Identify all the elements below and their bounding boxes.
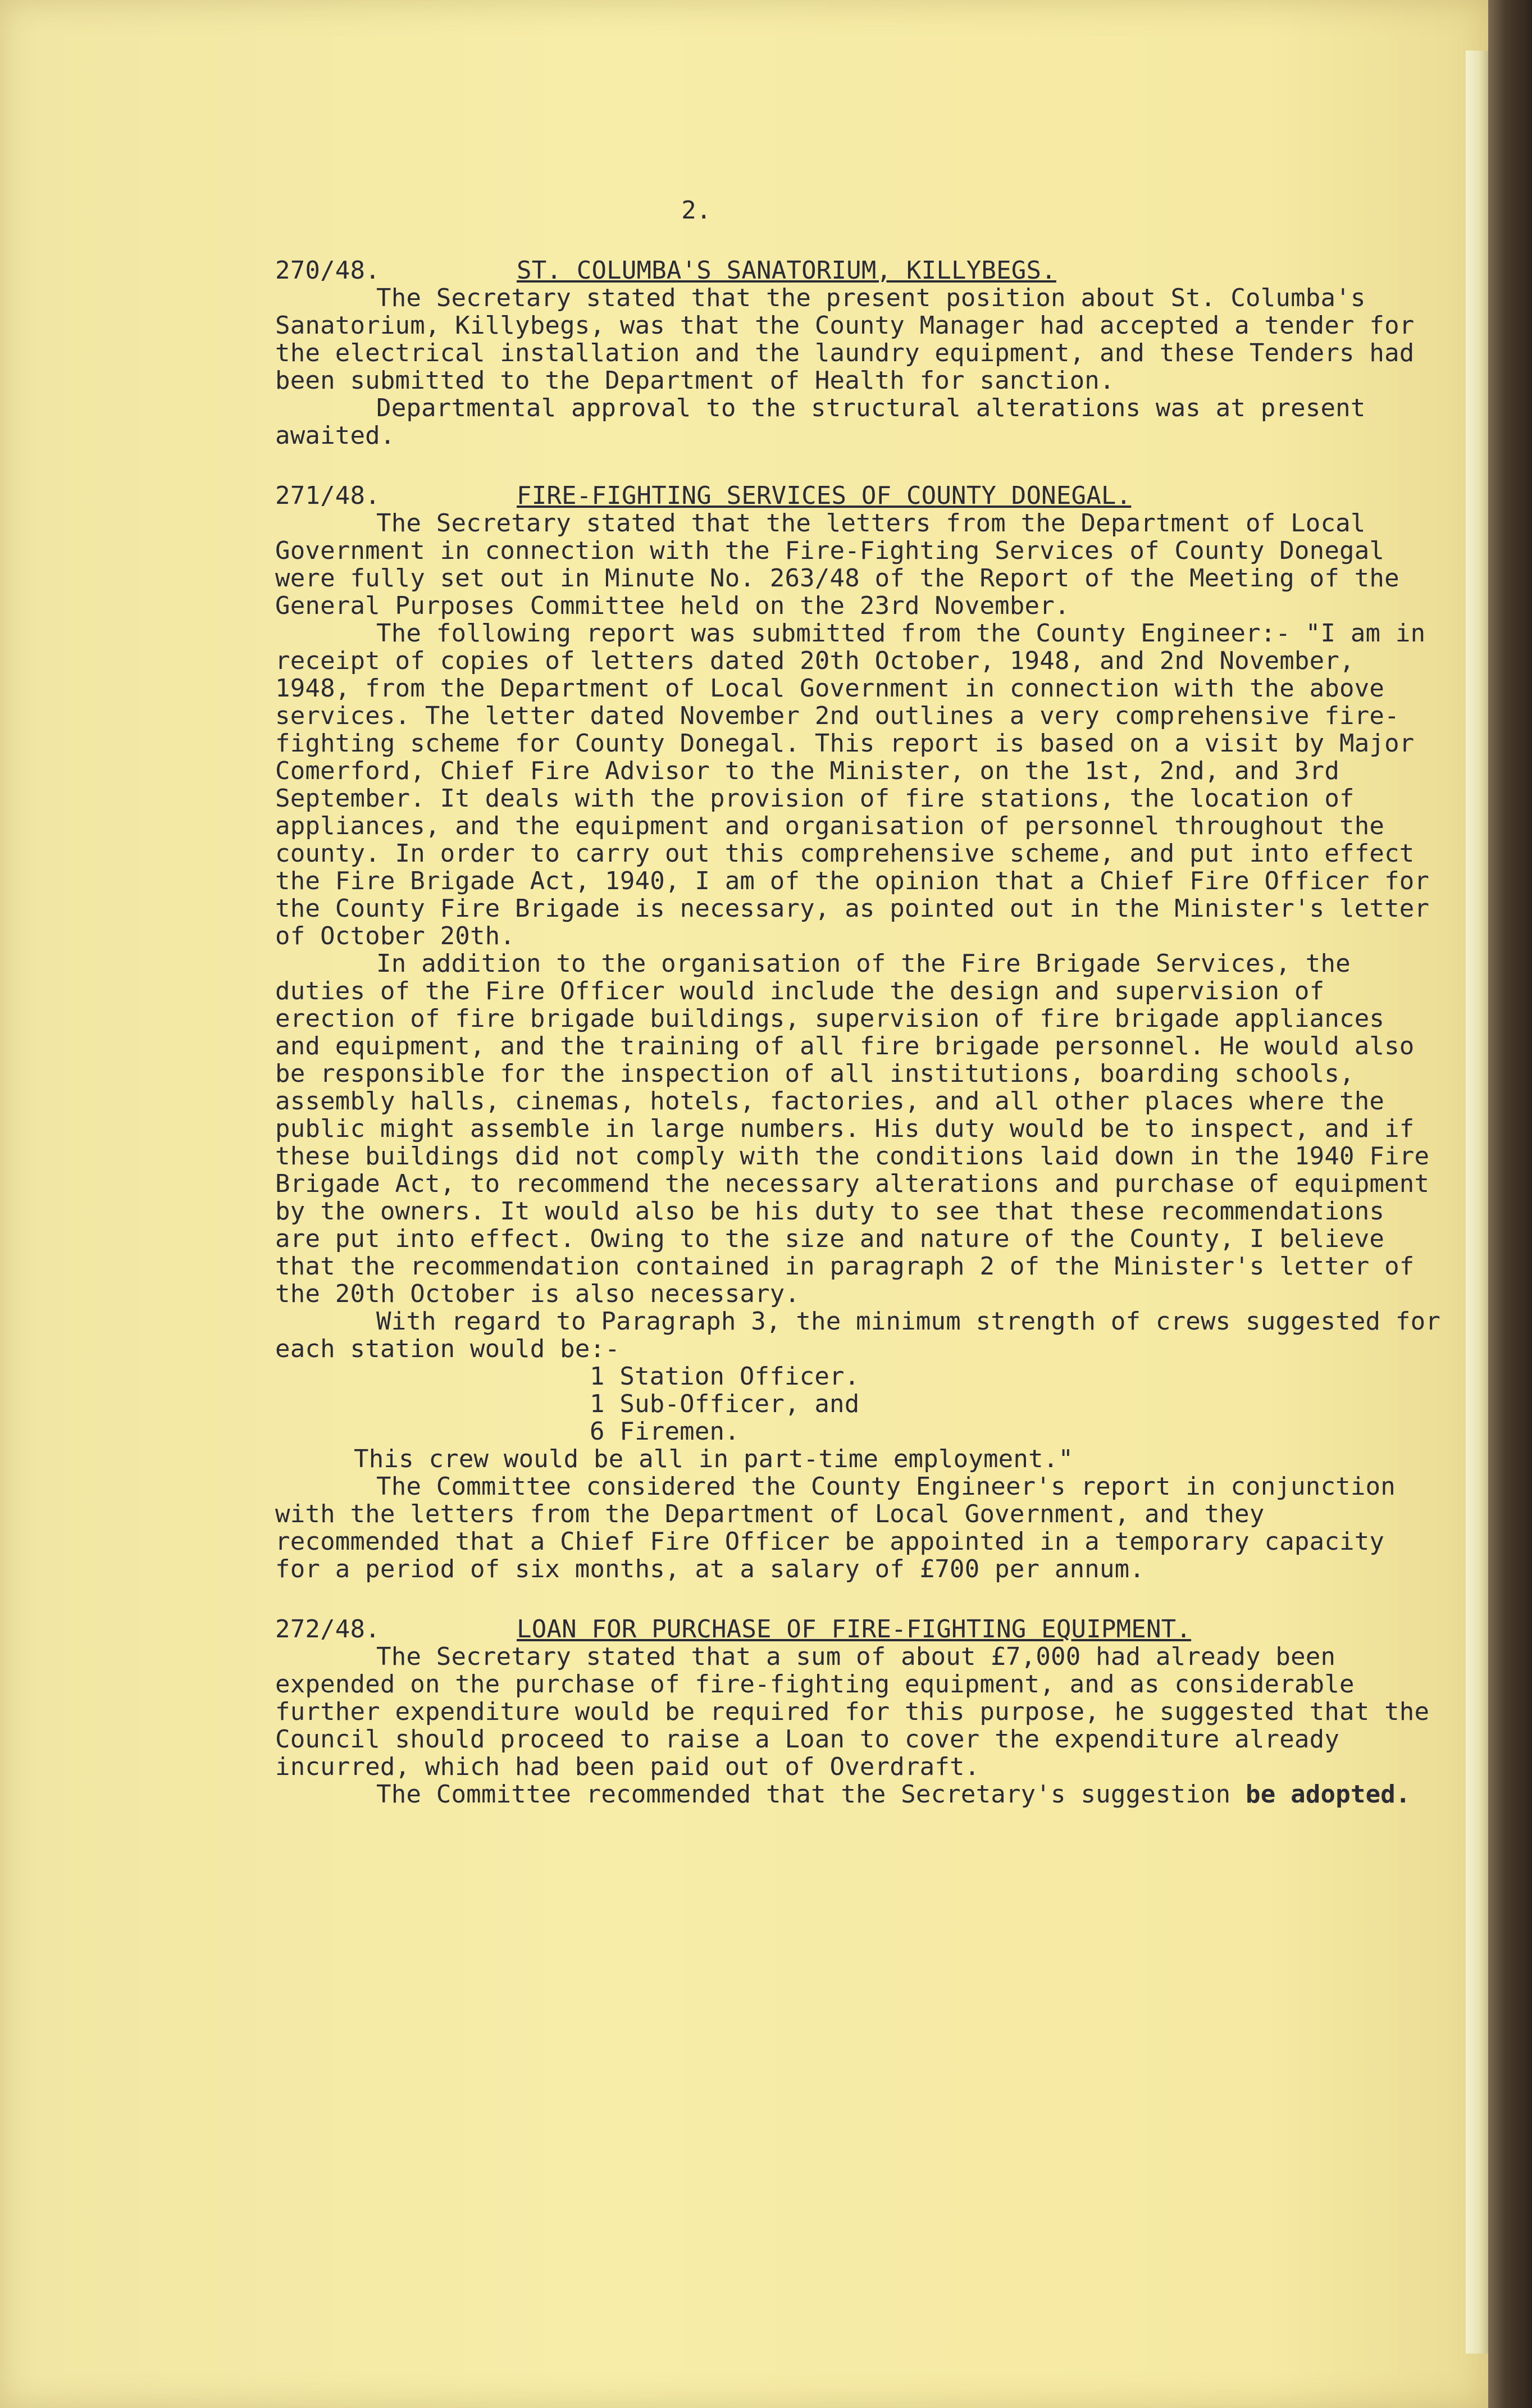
minute-271 xyxy=(275,482,1443,1583)
minute-heading xyxy=(275,482,1443,509)
closing-text: The Committee recommended that the Secretary's suggestion xyxy=(376,1780,1231,1809)
paragraph xyxy=(275,1781,1443,1808)
paragraph: The Secretary stated that the letters from the Department of Local Government in connection with the Fire-Fighting Services of County Donegal were fully set out in Minute No. 263/48 of the Report of the Meeting of the General Purposes Committee held on the 23rd November. xyxy=(275,509,1399,620)
typed-minutes xyxy=(275,197,1443,1841)
page-edge xyxy=(1466,51,1488,2354)
paragraph: The following report was submitted from the County Engineer:- "I am in receipt of copies of letters dated 20th October, 1948, and 2nd November, 1948, from the Department of Local Government in connection with the above services. The letter dated November 2nd outlines a very comprehensive fire-fighting scheme for County Donegal. This report is based on a visit by Major Comerford, Chief Fire Advisor to the Minister, on the 1st, 2nd, and 3rd September. It deals with the provision of fire stations, the location of appliances, and the equipment and organisation of personnel throughout the county. In order to carry out this comprehensive scheme, and put into effect the Fire Brigade Act, 1940, I am of the opinion that a Chief Fire Officer for the County Fire Brigade is necessary, as pointed out in the Minister's letter of October 20th. xyxy=(275,619,1430,950)
crew-list xyxy=(275,1363,1443,1445)
minute-number: 271/48. xyxy=(275,481,380,510)
minute-title: LOAN FOR PURCHASE OF FIRE-FIGHTING EQUIPMENT. xyxy=(517,1615,1192,1644)
minute-272 xyxy=(275,1615,1443,1808)
paragraph: The Committee considered the County Engineer's report in conjunction with the letters from the Department of Local Government, and they recommended that a Chief Fire Officer be appointed in a temporary capacity for a period of six months, at a salary of £700 per annum. xyxy=(275,1472,1396,1583)
minute-heading xyxy=(275,257,1443,284)
minute-number: 272/48. xyxy=(275,1615,380,1644)
page-number: 2. xyxy=(681,196,712,225)
book-binding xyxy=(1488,0,1532,2408)
paragraph: In addition to the organisation of the Fire Brigade Services, the duties of the Fire Officer would include the design and supervision of erection of fire brigade buildings, supervision of fire brigade appliances and equipment, and the training of all fire brigade personnel. He would also be responsible for the inspection of all institutions, boarding schools, assembly halls, cinemas, hotels, factories, and all other places where the public might assemble in large numbers. His duty would be to inspect, and if these buildings did not comply with the conditions laid down in the 1940 Fire Brigade Act, to recommend the necessary alterations and purchase of equipment by the owners. It would also be his duty to see that these recommendations are put into effect. Owing to the size and nature of the County, I believe that the recommendation contained in paragraph 2 of the Minister's letter of the 20th October is also necessary. xyxy=(275,949,1430,1308)
crew-item: 6 Firemen. xyxy=(590,1417,740,1446)
minute-title: FIRE-FIGHTING SERVICES OF COUNTY DONEGAL. xyxy=(517,481,1132,510)
paragraph: This crew would be all in part-time employment." xyxy=(354,1445,1074,1473)
closing-bold-text: be adopted. xyxy=(1246,1780,1411,1809)
minute-title: ST. COLUMBA'S SANATORIUM, KILLYBEGS. xyxy=(517,256,1056,285)
crew-item: 1 Station Officer. xyxy=(590,1362,860,1391)
minute-270 xyxy=(275,257,1443,449)
crew-item: 1 Sub-Officer, and xyxy=(590,1390,860,1418)
paragraph: The Secretary stated that the present position about St. Columba's Sanatorium, Killybegs, was that the County Manager had accepted a tender for the electrical installation and the laundry equipment, and these Tenders had been submitted to the Department of Health for sanction. xyxy=(275,284,1415,395)
minute-heading xyxy=(275,1615,1443,1643)
paragraph: Departmental approval to the structural alterations was at present awaited. xyxy=(275,394,1366,450)
paragraph: With regard to Paragraph 3, the minimum strength of crews suggested for each station would be:- xyxy=(275,1307,1441,1363)
minute-number: 270/48. xyxy=(275,256,380,285)
paragraph: The Secretary stated that a sum of about £7,000 had already been expended on the purchase of fire-fighting equipment, and as considerable further expenditure would be required for this purpose, he suggested that the Council should proceed to raise a Loan to cover the expenditure already incurred, which had been paid out of Overdraft. xyxy=(275,1642,1430,1781)
